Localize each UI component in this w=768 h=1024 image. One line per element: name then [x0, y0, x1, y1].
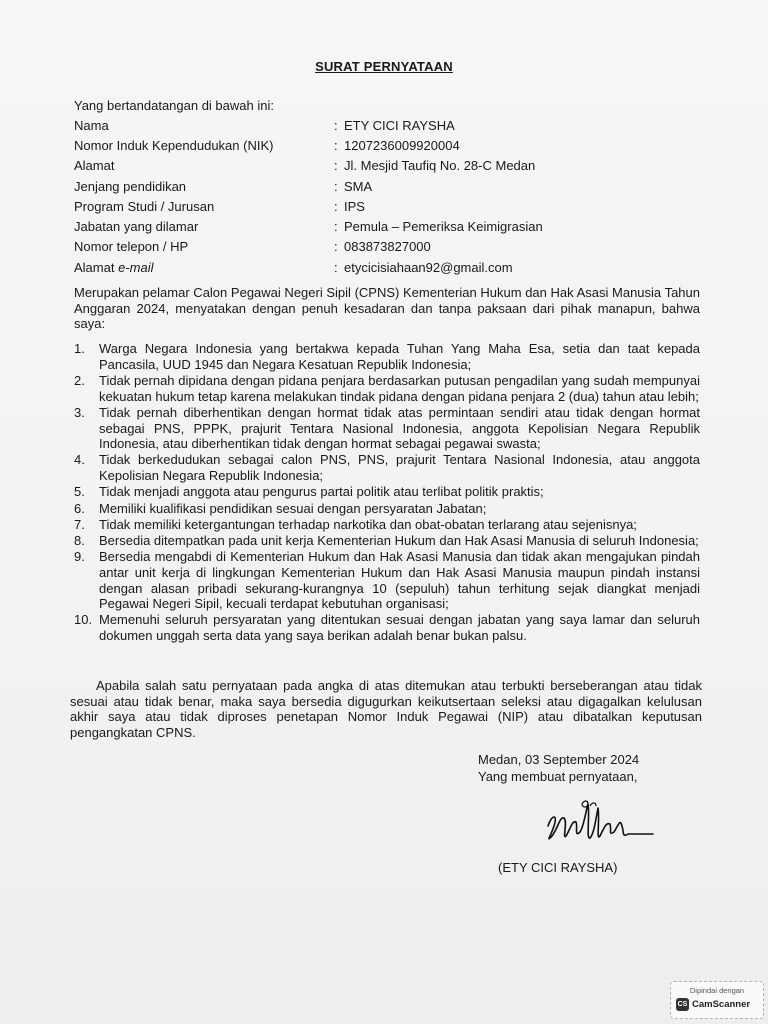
identity-row-major	[74, 196, 543, 216]
identity-label: Program Studi / Jurusan	[74, 198, 215, 214]
list-text: Bersedia mengabdi di Kementerian Hukum dan Hak Asasi Manusia dan tidak akan mengajukan pindah antar unit kerja di lingkungan Kementerian Hukum dan Hak Asasi Manusia maupun pindah instansi dengan alasan pribadi sekurang-kurangnya 10 (sepuluh) tahun terhitung sejak diangkat menjadi Pegawai Negeri Sipil, kecuali terdapat kebutuhan organisasi;	[99, 549, 700, 612]
identity-colon: :	[334, 137, 338, 153]
list-number: 2.	[74, 372, 85, 388]
list-item	[74, 373, 700, 404]
identity-table	[74, 115, 543, 277]
list-item	[74, 341, 700, 372]
list-number: 10.	[74, 612, 93, 628]
list-text: Tidak pernah diberhentikan dengan hormat tidak atas permintaan sendiri atau tidak dengan hormat sebagai PNS, PPPK, prajurit Tentara Nasional Indonesia, anggota Kepolisian Negara Republik Indonesia, atau diberhentikan tidak dengan hormat sebagai pegawai swasta;	[99, 404, 700, 452]
handwritten-signature	[538, 796, 658, 856]
place-date: Medan, 03 September 2024	[478, 752, 640, 767]
document-title: SURAT PERNYATAAN	[315, 59, 453, 74]
camscanner-logo-icon: CS	[676, 998, 689, 1011]
stamp-brand: CamScanner	[692, 999, 751, 1010]
opening-paragraph: Merupakan pelamar Calon Pegawai Negeri Sipil (CPNS) Kementerian Hukum dan Hak Asasi Manusia Tahun Anggaran 2024, menyatakan dengan penuh kesadaran dan tanpa paksaan dari pihak manapun, bahwa saya:	[74, 285, 700, 332]
identity-label: Jabatan yang dilamar	[74, 219, 199, 235]
identity-colon: :	[334, 219, 338, 235]
statement-list	[74, 341, 700, 644]
list-text: Memenuhi seluruh persyaratan yang ditentukan sesuai dengan jabatan yang saya lamar dan seluruh dokumen unggah serta data yang saya berikan adalah benar bukan palsu.	[99, 612, 700, 644]
list-number: 7.	[74, 516, 85, 532]
stamp-caption: Dipindai dengan	[689, 986, 745, 995]
list-text: Tidak berkedudukan sebagai calon PNS, PNS, prajurit Tentara Nasional Indonesia, atau anggota Kepolisian Negara Republik Indonesia;	[99, 452, 700, 484]
identity-value: SMA	[344, 178, 373, 194]
identity-colon: :	[334, 117, 338, 133]
list-item	[74, 452, 700, 483]
identity-value: ETY CICI RAYSHA	[344, 117, 455, 133]
identity-label: Nomor telepon / HP	[74, 239, 189, 255]
identity-label: Jenjang pendidikan	[74, 178, 187, 194]
email-label-prefix: Alamat	[74, 259, 119, 275]
identity-row-nik	[74, 135, 543, 155]
identity-colon: :	[334, 239, 338, 255]
list-text: Tidak pernah dipidana dengan pidana penjara berdasarkan putusan pengadilan yang sudah mempunyai kekuatan hukum tetap karena melakukan tindak pidana dengan pidana penjara 2 (dua) tahun atau lebih;	[99, 372, 700, 404]
identity-row-address	[74, 156, 543, 176]
list-item	[74, 517, 700, 533]
signer-caption: Yang membuat pernyataan,	[478, 769, 638, 784]
stamp-brand-row	[676, 998, 750, 1011]
list-text: Tidak menjadi anggota atau pengurus partai politik atau terlibat politik praktis;	[99, 484, 544, 500]
identity-row-email	[74, 257, 543, 277]
signer-name: (ETY CICI RAYSHA)	[498, 860, 618, 875]
identity-row-phone	[74, 237, 543, 257]
identity-colon: :	[334, 198, 338, 214]
email-label-italic: e-mail	[118, 259, 154, 275]
list-number: 6.	[74, 500, 85, 516]
list-item	[74, 484, 700, 500]
list-item	[74, 533, 700, 549]
camscanner-stamp	[670, 981, 764, 1019]
identity-label	[74, 260, 334, 275]
closing-paragraph: Apabila salah satu pernyataan pada angka di atas ditemukan atau terbukti berseberangan atau tidak sesuai atau tidak benar, maka saya bersedia digugurkan keikutsertaan seleksi atau digagalkan kelulusan akhir saya atau tidak diproses penetapan Nomor Induk Pegawai (NIP) atau dibatalkan keputusan pengangkatan CPNS.	[70, 678, 702, 741]
list-text: Memiliki kualifikasi pendidikan sesuai dengan persyaratan Jabatan;	[99, 500, 487, 516]
identity-label: Nomor Induk Kependudukan (NIK)	[74, 137, 274, 153]
list-text: Tidak memiliki ketergantungan terhadap narkotika dan obat-obatan terlarang atau sejenisnya;	[99, 516, 637, 532]
list-text: Warga Negara Indonesia yang bertakwa kepada Tuhan Yang Maha Esa, setia dan taat kepada Pancasila, UUD 1945 dan Negara Kesatuan Republik Indonesia;	[99, 341, 700, 372]
intro-text: Yang bertandatangan di bawah ini:	[74, 98, 274, 113]
identity-row-education	[74, 176, 543, 196]
identity-value: etycicisiahaan92@gmail.com	[344, 259, 513, 275]
identity-value: Pemula – Pemeriksa Keimigrasian	[344, 219, 543, 235]
identity-colon: :	[334, 259, 338, 275]
list-number: 9.	[74, 549, 85, 565]
list-item	[74, 405, 700, 452]
identity-label: Nama	[74, 117, 109, 133]
list-number: 8.	[74, 532, 85, 548]
list-item	[74, 612, 700, 643]
list-item	[74, 501, 700, 517]
identity-label: Alamat	[74, 158, 115, 174]
identity-value: 083873827000	[344, 239, 431, 255]
identity-value: Jl. Mesjid Taufiq No. 28-C Medan	[344, 158, 536, 174]
identity-colon: :	[334, 158, 338, 174]
identity-row-name	[74, 115, 543, 135]
identity-value: 1207236009920004	[344, 137, 460, 153]
identity-row-position	[74, 216, 543, 236]
list-number: 4.	[74, 452, 85, 468]
identity-value: IPS	[344, 198, 365, 214]
list-number: 5.	[74, 484, 85, 500]
list-text: Bersedia ditempatkan pada unit kerja Kementerian Hukum dan Hak Asasi Manusia di seluruh Indonesia;	[99, 532, 699, 548]
list-number: 3.	[74, 404, 85, 420]
list-number: 1.	[74, 341, 85, 356]
identity-colon: :	[334, 178, 338, 194]
list-item	[74, 549, 700, 612]
